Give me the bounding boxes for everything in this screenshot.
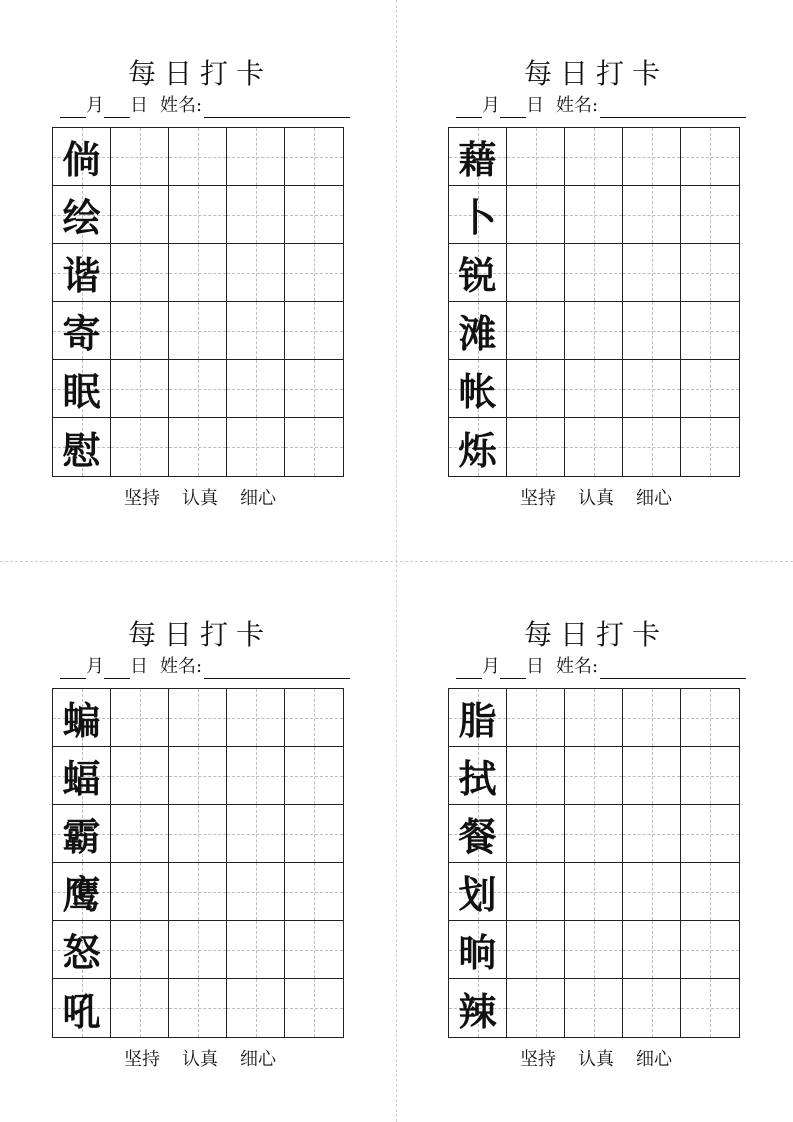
card-title: 每日打卡 [523,57,668,90]
practice-cell[interactable] [623,186,681,244]
practice-cell[interactable] [111,186,169,244]
practice-cell[interactable] [169,244,227,302]
practice-cell[interactable] [111,128,169,186]
model-character-cell [449,979,507,1037]
model-character-cell [53,747,111,805]
practice-cell[interactable] [507,805,565,863]
practice-cell[interactable] [111,863,169,921]
practice-cell[interactable] [285,979,343,1037]
model-character: 烁 [458,427,497,473]
practice-cell[interactable] [111,921,169,979]
day-blank[interactable] [500,658,526,679]
name-blank[interactable] [204,97,350,118]
practice-cell[interactable] [565,244,623,302]
practice-cell[interactable] [507,747,565,805]
practice-cell[interactable] [507,418,565,476]
practice-cell[interactable] [565,418,623,476]
model-character: 滩 [458,311,497,356]
practice-cell[interactable] [227,979,285,1037]
month-blank[interactable] [456,658,482,679]
model-character-cell [53,186,111,244]
practice-cell[interactable] [285,921,343,979]
practice-cell[interactable] [507,360,565,418]
month-blank[interactable] [456,97,482,118]
model-character: 蝙 [62,698,101,743]
day-blank[interactable] [500,97,526,118]
practice-cell[interactable] [169,302,227,360]
practice-cell[interactable] [285,302,343,360]
practice-cell[interactable] [623,921,681,979]
practice-cell[interactable] [227,128,285,186]
practice-cell[interactable] [623,418,681,476]
practice-cell[interactable] [623,244,681,302]
practice-cell[interactable] [111,302,169,360]
practice-cell[interactable] [169,805,227,863]
date-name-line [60,94,350,118]
practice-cell[interactable] [681,302,739,360]
model-character: 霸 [62,814,101,859]
month-label: 月 [482,95,500,116]
motto-persist: 坚持 [124,488,160,509]
model-character-cell [449,921,507,979]
practice-cell[interactable] [285,244,343,302]
model-character-cell [449,360,507,418]
practice-cell[interactable] [111,689,169,747]
motto-attentive: 细心 [636,488,672,509]
practice-cell[interactable] [285,360,343,418]
card-title: 每日打卡 [127,57,272,90]
date-name-line [456,94,746,118]
day-label: 日 [130,95,148,116]
practice-cell[interactable] [227,302,285,360]
checkin-card-2 [446,56,746,526]
practice-cell[interactable] [227,805,285,863]
practice-cell[interactable] [681,186,739,244]
model-character: 辣 [458,988,497,1034]
practice-cell[interactable] [169,979,227,1037]
horizontal-cut-line [0,561,793,562]
practice-cell[interactable] [681,805,739,863]
practice-cell[interactable] [623,979,681,1037]
practice-cell[interactable] [681,979,739,1037]
model-character: 倘 [62,137,101,182]
practice-cell[interactable] [623,302,681,360]
practice-cell[interactable] [507,186,565,244]
practice-grid [448,688,740,1038]
checkin-card-3 [50,617,350,1087]
day-blank[interactable] [104,658,130,679]
motto-persist: 坚持 [520,488,556,509]
month-blank[interactable] [60,658,86,679]
motto-footer [50,1047,350,1073]
practice-cell[interactable] [565,302,623,360]
practice-cell[interactable] [507,921,565,979]
model-character-cell [449,244,507,302]
practice-cell[interactable] [111,360,169,418]
practice-cell[interactable] [227,863,285,921]
practice-cell[interactable] [565,979,623,1037]
practice-cell[interactable] [169,418,227,476]
month-label: 月 [482,656,500,677]
practice-cell[interactable] [565,747,623,805]
model-character: 脂 [458,698,497,743]
model-character-cell [53,805,111,863]
practice-cell[interactable] [111,747,169,805]
motto-attentive: 细心 [240,488,276,509]
month-label: 月 [86,656,104,677]
practice-cell[interactable] [111,418,169,476]
model-character: 锐 [458,253,497,298]
practice-cell[interactable] [169,186,227,244]
practice-cell[interactable] [169,689,227,747]
practice-cell[interactable] [507,302,565,360]
model-character: 寄 [62,311,101,356]
practice-cell[interactable] [285,747,343,805]
practice-cell[interactable] [623,863,681,921]
model-character: 谐 [62,253,101,298]
practice-cell[interactable] [565,805,623,863]
checkin-card-1 [50,56,350,526]
model-character: 慰 [62,427,101,473]
practice-cell[interactable] [565,689,623,747]
practice-cell[interactable] [111,979,169,1037]
name-label: 姓名: [160,95,203,116]
motto-footer [50,486,350,512]
model-character-cell [53,128,111,186]
model-character-cell [449,186,507,244]
practice-cell[interactable] [227,921,285,979]
model-character-cell [449,128,507,186]
practice-cell[interactable] [565,128,623,186]
name-blank[interactable] [600,658,746,679]
practice-cell[interactable] [285,418,343,476]
model-character-cell [449,863,507,921]
practice-cell[interactable] [681,689,739,747]
model-character-cell [53,302,111,360]
model-character: 帐 [458,369,497,414]
model-character-cell [53,360,111,418]
practice-cell[interactable] [565,921,623,979]
practice-cell[interactable] [227,418,285,476]
practice-cell[interactable] [227,244,285,302]
model-character-cell [449,805,507,863]
motto-careful: 认真 [578,1049,614,1070]
month-label: 月 [86,95,104,116]
practice-cell[interactable] [227,360,285,418]
practice-cell[interactable] [565,360,623,418]
practice-cell[interactable] [681,418,739,476]
name-label: 姓名: [556,95,599,116]
practice-grid [52,127,344,477]
practice-cell[interactable] [681,863,739,921]
name-blank[interactable] [600,97,746,118]
model-character-cell [449,302,507,360]
practice-cell[interactable] [169,128,227,186]
motto-persist: 坚持 [520,1049,556,1070]
motto-footer [446,486,746,512]
motto-careful: 认真 [182,1049,218,1070]
day-label: 日 [130,656,148,677]
practice-cell[interactable] [285,863,343,921]
practice-cell[interactable] [507,863,565,921]
model-character-cell [53,921,111,979]
practice-cell[interactable] [623,805,681,863]
name-label: 姓名: [160,656,203,677]
practice-cell[interactable] [681,128,739,186]
model-character: 眠 [62,369,101,414]
card-title: 每日打卡 [523,618,668,651]
practice-grid [448,127,740,477]
practice-cell[interactable] [681,360,739,418]
motto-careful: 认真 [578,488,614,509]
practice-cell[interactable] [285,805,343,863]
practice-cell[interactable] [169,921,227,979]
practice-cell[interactable] [507,979,565,1037]
model-character-cell [53,979,111,1037]
practice-cell[interactable] [285,689,343,747]
model-character-cell [449,747,507,805]
practice-cell[interactable] [169,360,227,418]
practice-cell[interactable] [285,186,343,244]
practice-cell[interactable] [169,863,227,921]
motto-attentive: 细心 [636,1049,672,1070]
card-title: 每日打卡 [127,618,272,651]
practice-cell[interactable] [681,921,739,979]
day-blank[interactable] [104,97,130,118]
month-blank[interactable] [60,97,86,118]
day-label: 日 [526,656,544,677]
model-character: 吼 [62,988,101,1034]
model-character: 绘 [62,195,101,240]
practice-cell[interactable] [681,244,739,302]
practice-cell[interactable] [565,186,623,244]
model-character-cell [449,418,507,476]
model-character-cell [449,689,507,747]
practice-cell[interactable] [111,805,169,863]
model-character-cell [53,418,111,476]
name-label: 姓名: [556,656,599,677]
practice-cell[interactable] [623,128,681,186]
practice-cell[interactable] [507,244,565,302]
model-character: 拭 [458,756,497,801]
practice-cell[interactable] [623,689,681,747]
date-name-line [456,655,746,679]
model-character: 晌 [458,930,497,975]
practice-cell[interactable] [285,128,343,186]
practice-cell[interactable] [227,689,285,747]
model-character-cell [53,244,111,302]
motto-attentive: 细心 [240,1049,276,1070]
motto-careful: 认真 [182,488,218,509]
name-blank[interactable] [204,658,350,679]
practice-cell[interactable] [623,360,681,418]
motto-persist: 坚持 [124,1049,160,1070]
model-character: 鹰 [62,872,101,917]
practice-grid [52,688,344,1038]
model-character: 怒 [62,930,101,975]
model-character: 餐 [458,814,497,859]
date-name-line [60,655,350,679]
practice-cell[interactable] [565,863,623,921]
practice-cell[interactable] [227,747,285,805]
model-character-cell [53,863,111,921]
day-label: 日 [526,95,544,116]
model-character-cell [53,689,111,747]
checkin-card-4 [446,617,746,1087]
practice-cell[interactable] [169,747,227,805]
model-character: 划 [458,872,497,917]
motto-footer [446,1047,746,1073]
model-character: 蝠 [62,756,101,801]
model-character: 藉 [458,137,497,182]
practice-cell[interactable] [623,747,681,805]
practice-cell[interactable] [507,689,565,747]
practice-cell[interactable] [507,128,565,186]
practice-cell[interactable] [111,244,169,302]
practice-cell[interactable] [227,186,285,244]
model-character: 卜 [458,195,497,240]
practice-cell[interactable] [681,747,739,805]
